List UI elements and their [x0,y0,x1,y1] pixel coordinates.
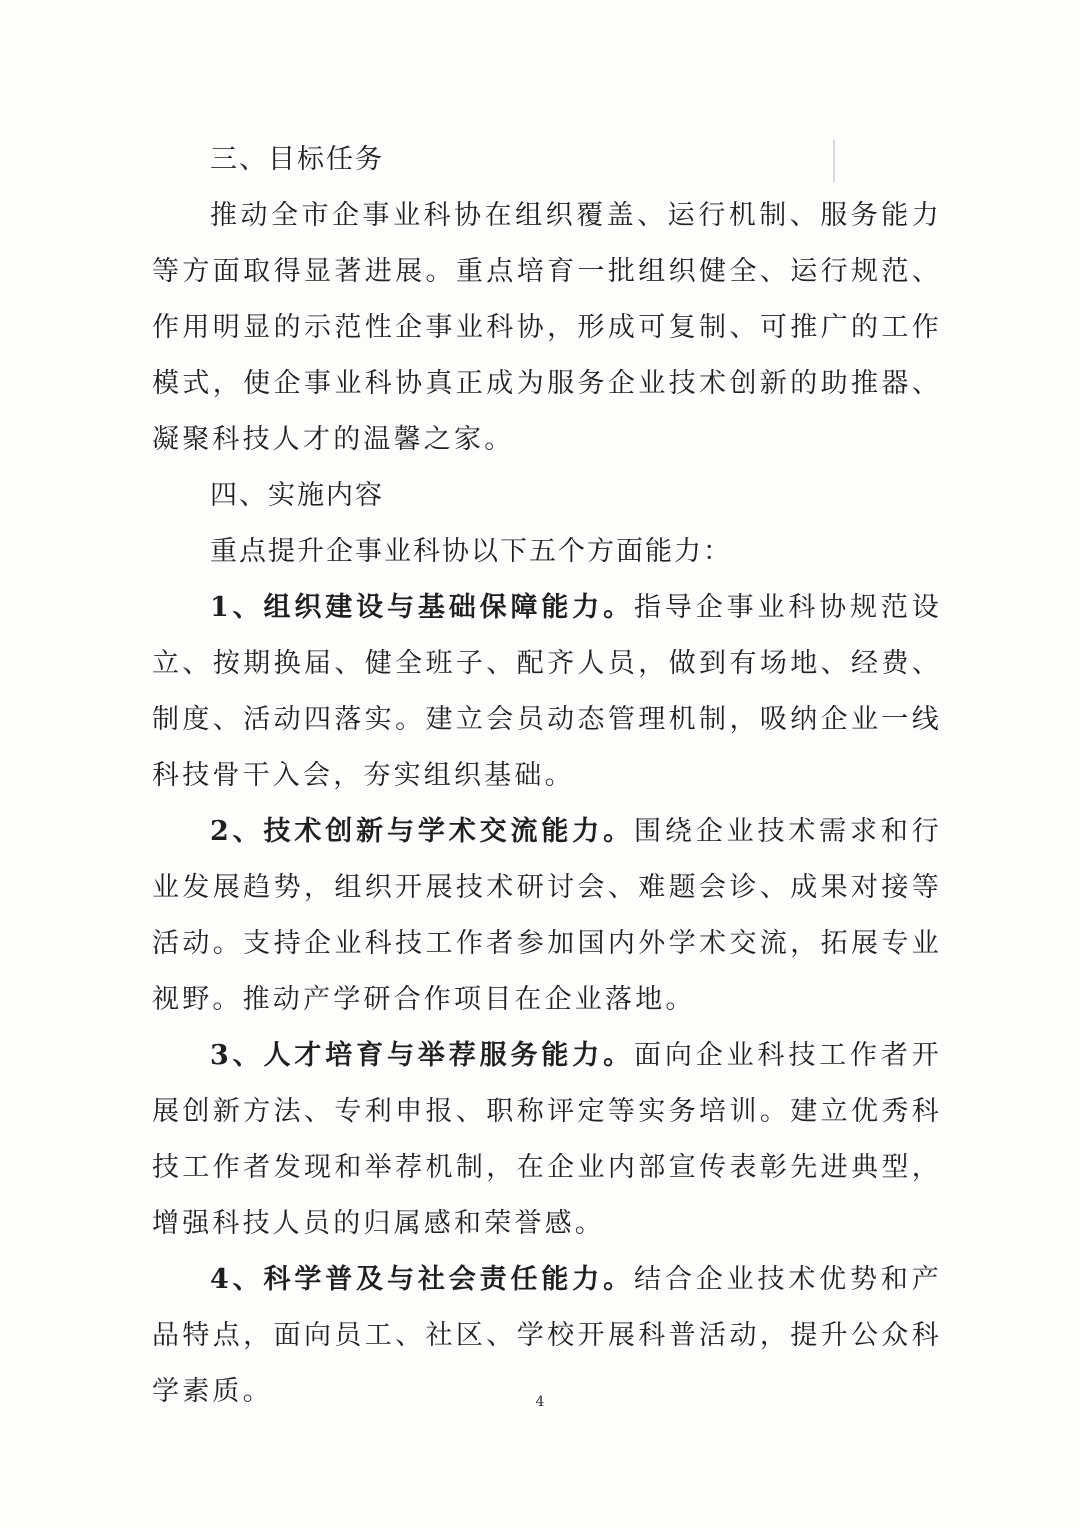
list-item-body: 面向企业科技工作者开展创新方法、专利申报、职称评定等实务培训。建立优秀科技工作者发现和举荐机制，在企业内部宣传表彰先进典型，增强科技人员的归属感和荣誉感。 [152,1040,942,1239]
list-item [152,804,942,1028]
list-item-title: 1、组织建设与基础保障能力。 [210,592,634,623]
list-item [152,1028,942,1252]
section-heading-implementation: 四、实施内容 [210,480,384,511]
page-number: 4 [535,1394,545,1410]
list-item-title: 2、技术创新与学术交流能力。 [210,816,634,847]
list-item [152,580,942,804]
list-item-body: 围绕企业技术需求和行业发展趋势，组织开展技术研讨会、难题会诊、成果对接等活动。支持企业科技工作者参加国内外学术交流，拓展专业视野。推动产学研合作项目在企业落地。 [152,816,942,1015]
section-paragraph-targets: 推动全市企事业科协在组织覆盖、运行机制、服务能力等方面取得显著进展。重点培育一批组织健全、运行规范、作用明显的示范性企事业科协，形成可复制、可推广的工作模式，使企事业科协真正成为服务企业技术创新的助推器、凝聚科技人才的温馨之家。 [152,200,942,455]
document-body [152,132,942,1420]
list-item-title: 4、科学普及与社会责任能力。 [210,1264,634,1295]
section-heading-targets: 三、目标任务 [210,144,384,175]
list-item-body: 指导企事业科协规范设立、按期换届、健全班子、配齐人员，做到有场地、经费、制度、活动四落实。建立会员动态管理机制，吸纳企业一线科技骨干入会，夯实组织基础。 [152,592,942,791]
list-item-body: 结合企业技术优势和产品特点，面向员工、社区、学校开展科普活动，提升公众科学素质。 [152,1264,942,1407]
section-paragraph-intro: 重点提升企事业科协以下五个方面能力： [210,536,732,567]
list-item-title: 3、人才培育与举荐服务能力。 [210,1040,634,1071]
